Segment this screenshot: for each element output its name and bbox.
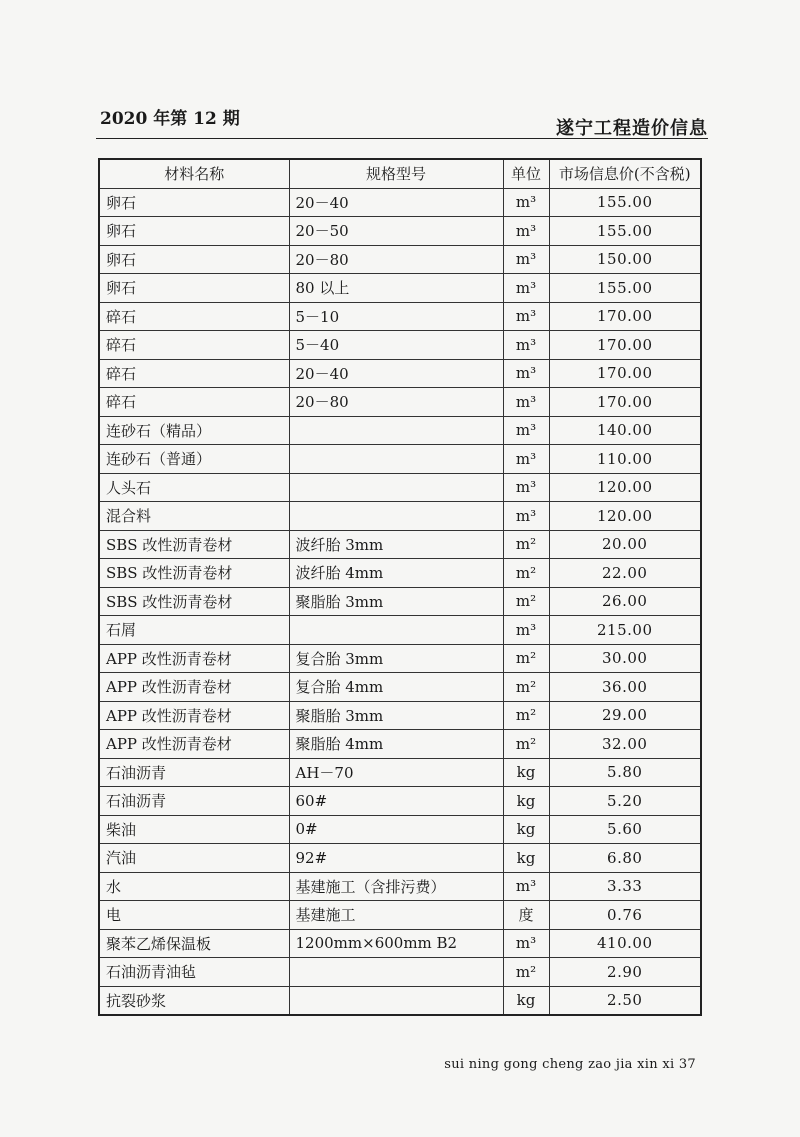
unit-cell: m³ (503, 416, 549, 445)
table-row (99, 587, 701, 616)
table-row (99, 701, 701, 730)
spec-cell (289, 958, 503, 987)
price-cell: 5.20 (549, 787, 701, 816)
table-header-row (99, 159, 701, 188)
spec-cell: 20－50 (289, 217, 503, 246)
unit-cell: kg (503, 986, 549, 1015)
table-row (99, 416, 701, 445)
table-row (99, 473, 701, 502)
price-cell: 30.00 (549, 644, 701, 673)
unit-cell: kg (503, 787, 549, 816)
price-cell: 22.00 (549, 559, 701, 588)
unit-cell: 度 (503, 901, 549, 930)
material-name-cell: 汽油 (99, 844, 289, 873)
price-cell: 155.00 (549, 274, 701, 303)
table-row (99, 958, 701, 987)
material-name-cell: 卵石 (99, 245, 289, 274)
spec-cell: 20－40 (289, 188, 503, 217)
spec-cell: 聚脂胎 3mm (289, 701, 503, 730)
unit-cell: kg (503, 758, 549, 787)
price-cell: 410.00 (549, 929, 701, 958)
price-cell: 20.00 (549, 530, 701, 559)
unit-cell: m³ (503, 388, 549, 417)
table-row (99, 929, 701, 958)
price-cell: 6.80 (549, 844, 701, 873)
material-name-cell: 连砂石（精品） (99, 416, 289, 445)
unit-cell: m³ (503, 929, 549, 958)
table-row (99, 331, 701, 360)
price-cell: 120.00 (549, 473, 701, 502)
material-name-cell: APP 改性沥青卷材 (99, 673, 289, 702)
table-row (99, 388, 701, 417)
unit-cell: m² (503, 587, 549, 616)
table-row (99, 217, 701, 246)
spec-cell: 基建施工（含排污费） (289, 872, 503, 901)
table-row (99, 530, 701, 559)
unit-cell: kg (503, 844, 549, 873)
spec-cell: 波纤胎 3mm (289, 530, 503, 559)
spec-cell: 92# (289, 844, 503, 873)
unit-cell: m² (503, 958, 549, 987)
table-row (99, 359, 701, 388)
table-row (99, 559, 701, 588)
table-row (99, 445, 701, 474)
price-cell: 5.60 (549, 815, 701, 844)
spec-cell: AH－70 (289, 758, 503, 787)
material-name-cell: APP 改性沥青卷材 (99, 701, 289, 730)
table-row (99, 673, 701, 702)
spec-cell: 5－10 (289, 302, 503, 331)
material-name-cell: 石油沥青 (99, 787, 289, 816)
unit-cell: m³ (503, 274, 549, 303)
price-cell: 2.90 (549, 958, 701, 987)
spec-cell (289, 473, 503, 502)
table-row (99, 644, 701, 673)
unit-cell: m³ (503, 473, 549, 502)
unit-cell: m² (503, 530, 549, 559)
price-cell: 170.00 (549, 359, 701, 388)
material-name-cell: 卵石 (99, 188, 289, 217)
unit-cell: m³ (503, 359, 549, 388)
column-header-material: 材料名称 (99, 159, 289, 188)
material-name-cell: 抗裂砂浆 (99, 986, 289, 1015)
material-name-cell: 连砂石（普通） (99, 445, 289, 474)
price-cell: 120.00 (549, 502, 701, 531)
unit-cell: m² (503, 644, 549, 673)
material-name-cell: APP 改性沥青卷材 (99, 730, 289, 759)
price-cell: 36.00 (549, 673, 701, 702)
material-name-cell: 电 (99, 901, 289, 930)
spec-cell (289, 986, 503, 1015)
spec-cell: 20－40 (289, 359, 503, 388)
column-header-price: 市场信息价(不含税) (549, 159, 701, 188)
material-name-cell: APP 改性沥青卷材 (99, 644, 289, 673)
table-row (99, 730, 701, 759)
table-row (99, 274, 701, 303)
table-row (99, 986, 701, 1015)
material-name-cell: 聚苯乙烯保温板 (99, 929, 289, 958)
price-cell: 215.00 (549, 616, 701, 645)
column-header-spec: 规格型号 (289, 159, 503, 188)
price-cell: 29.00 (549, 701, 701, 730)
spec-cell: 20－80 (289, 245, 503, 274)
unit-cell: m² (503, 730, 549, 759)
spec-cell (289, 416, 503, 445)
material-name-cell: 石油沥青油毡 (99, 958, 289, 987)
spec-cell: 复合胎 3mm (289, 644, 503, 673)
price-cell: 26.00 (549, 587, 701, 616)
table-row (99, 872, 701, 901)
price-cell: 150.00 (549, 245, 701, 274)
unit-cell: m³ (503, 502, 549, 531)
material-name-cell: 柴油 (99, 815, 289, 844)
unit-cell: m³ (503, 302, 549, 331)
price-cell: 140.00 (549, 416, 701, 445)
spec-cell (289, 616, 503, 645)
price-cell: 170.00 (549, 331, 701, 360)
material-name-cell: 人头石 (99, 473, 289, 502)
spec-cell: 1200mm×600mm B2 (289, 929, 503, 958)
material-name-cell: 水 (99, 872, 289, 901)
spec-cell: 聚脂胎 3mm (289, 587, 503, 616)
spec-cell: 聚脂胎 4mm (289, 730, 503, 759)
material-name-cell: 石屑 (99, 616, 289, 645)
material-name-cell: 石油沥青 (99, 758, 289, 787)
page-footer: sui ning gong cheng zao jia xin xi 37 (444, 1057, 696, 1072)
price-cell: 155.00 (549, 188, 701, 217)
material-name-cell: 卵石 (99, 274, 289, 303)
material-name-cell: 碎石 (99, 359, 289, 388)
spec-cell: 20－80 (289, 388, 503, 417)
table-row (99, 245, 701, 274)
unit-cell: m³ (503, 616, 549, 645)
spec-cell: 波纤胎 4mm (289, 559, 503, 588)
unit-cell: m³ (503, 188, 549, 217)
table-row (99, 815, 701, 844)
table-row (99, 188, 701, 217)
material-name-cell: SBS 改性沥青卷材 (99, 587, 289, 616)
publication-title: 遂宁工程造价信息 (556, 118, 708, 139)
unit-cell: m² (503, 701, 549, 730)
unit-cell: m² (503, 559, 549, 588)
material-name-cell: SBS 改性沥青卷材 (99, 559, 289, 588)
table-row (99, 901, 701, 930)
table-row (99, 616, 701, 645)
spec-cell: 80 以上 (289, 274, 503, 303)
unit-cell: m³ (503, 872, 549, 901)
price-table (98, 158, 702, 1016)
spec-cell (289, 445, 503, 474)
price-cell: 110.00 (549, 445, 701, 474)
price-cell: 5.80 (549, 758, 701, 787)
material-name-cell: 碎石 (99, 331, 289, 360)
unit-cell: m³ (503, 445, 549, 474)
unit-cell: kg (503, 815, 549, 844)
header-divider (96, 138, 708, 139)
material-name-cell: 混合料 (99, 502, 289, 531)
spec-cell: 60# (289, 787, 503, 816)
price-cell: 32.00 (549, 730, 701, 759)
table-row (99, 758, 701, 787)
material-name-cell: SBS 改性沥青卷材 (99, 530, 289, 559)
spec-cell: 0# (289, 815, 503, 844)
price-cell: 2.50 (549, 986, 701, 1015)
price-cell: 3.33 (549, 872, 701, 901)
price-cell: 170.00 (549, 388, 701, 417)
table-row (99, 787, 701, 816)
unit-cell: m³ (503, 217, 549, 246)
price-cell: 155.00 (549, 217, 701, 246)
material-name-cell: 卵石 (99, 217, 289, 246)
column-header-unit: 单位 (503, 159, 549, 188)
price-cell: 0.76 (549, 901, 701, 930)
unit-cell: m³ (503, 245, 549, 274)
spec-cell (289, 502, 503, 531)
table-row (99, 502, 701, 531)
price-cell: 170.00 (549, 302, 701, 331)
table-row (99, 302, 701, 331)
unit-cell: m³ (503, 331, 549, 360)
material-name-cell: 碎石 (99, 302, 289, 331)
issue-label: 2020 年第 12 期 (100, 109, 240, 129)
unit-cell: m² (503, 673, 549, 702)
spec-cell: 复合胎 4mm (289, 673, 503, 702)
spec-cell: 5－40 (289, 331, 503, 360)
spec-cell: 基建施工 (289, 901, 503, 930)
table-row (99, 844, 701, 873)
material-name-cell: 碎石 (99, 388, 289, 417)
